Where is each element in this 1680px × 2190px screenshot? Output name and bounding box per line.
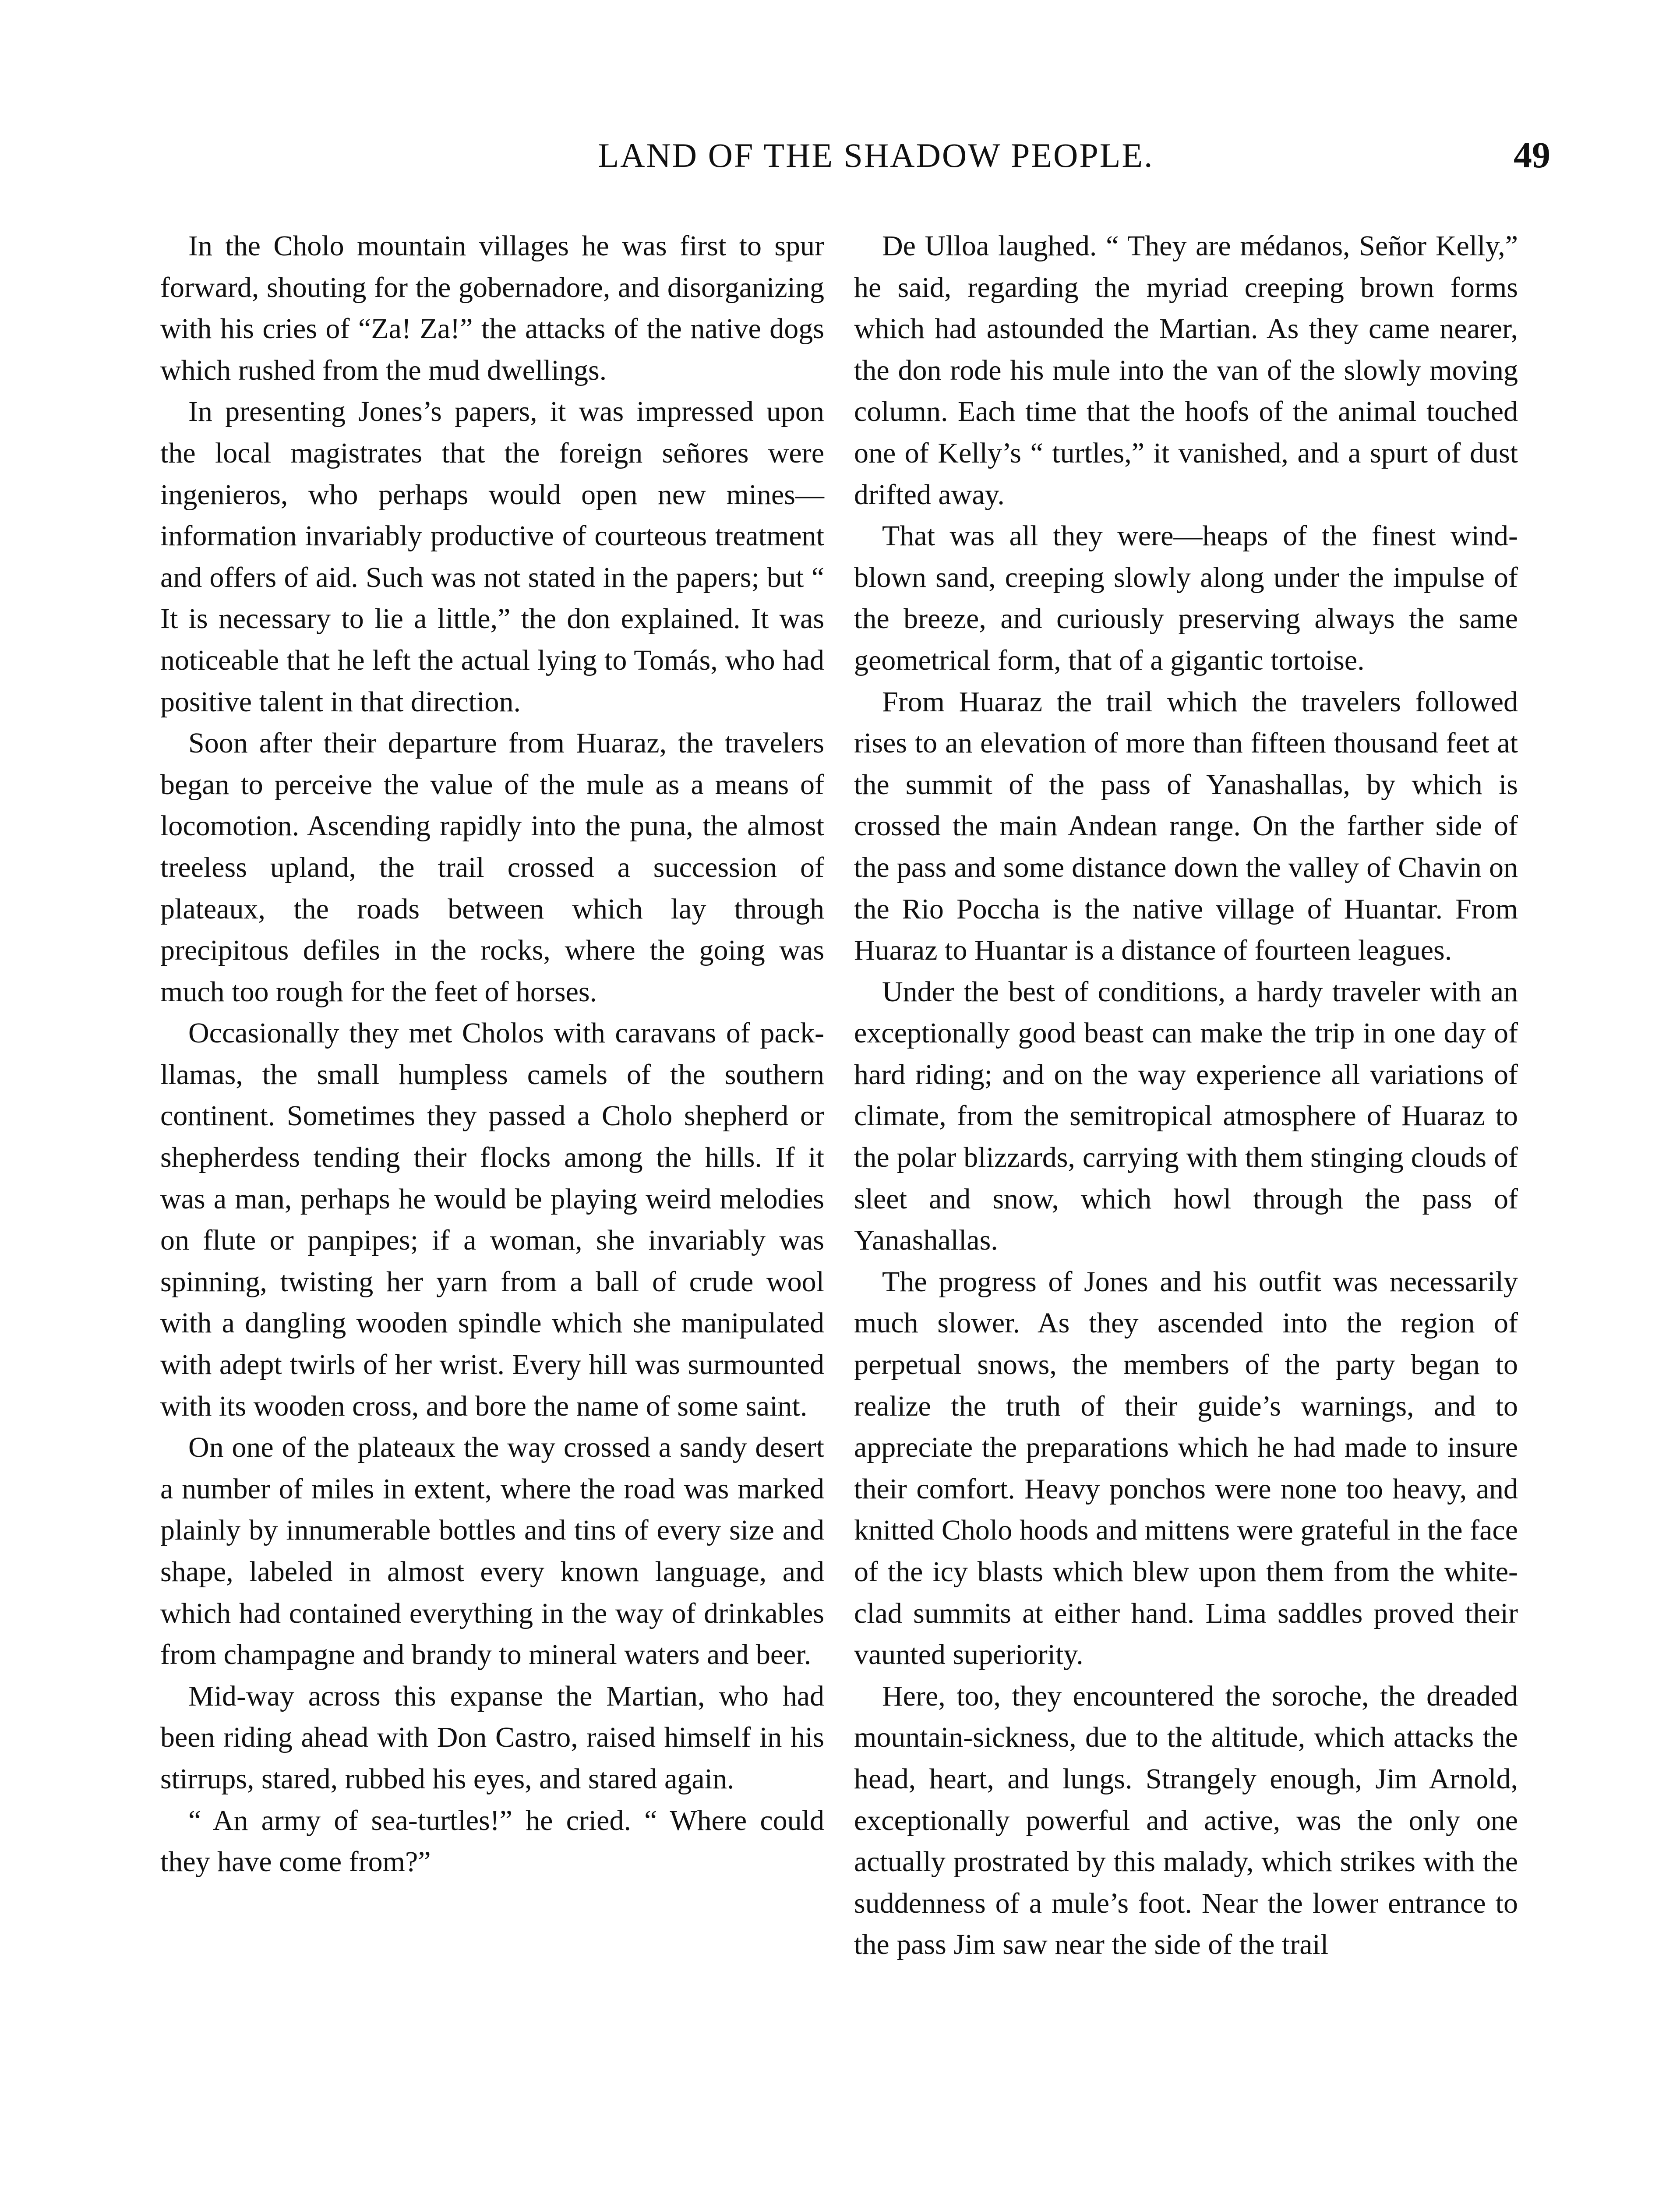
paragraph: Soon after their departure from Huaraz, the travelers began to perceive the value of the mule as a means of locomotion. Ascending rapidly into the puna, the almost treeless upland, the trail crossed a succession of plateaux, the roads between which lay through precipitous defiles in the rocks, where the going was much too rough for the feet of horses. (160, 727, 824, 1008)
paragraph: That was all they were—heaps of the finest wind-blown sand, creeping slowly along under the impulse of the breeze, and curiously preserving always the same geometrical form, that of a gigantic tortoise. (854, 520, 1518, 676)
paragraph: “ An army of sea-turtles!” he cried. “ Where could they have come from?” (160, 1804, 824, 1878)
paragraph: On one of the plateaux the way crossed a sandy desert a number of miles in extent, where the road was marked plainly by innumerable bottles and tins of every size and shape, labeled in almost every known language, and which had contained everything in the way of drinkables from champagne and brandy to mineral waters and beer. (160, 1431, 824, 1671)
page-header (0, 131, 1680, 193)
paragraph: Mid-way across this expanse the Martian, who had been riding ahead with Don Castro, raised himself in his stirrups, stared, rubbed his eyes, and stared again. (160, 1680, 824, 1795)
paragraph: Under the best of conditions, a hardy traveler with an exceptionally good beast can make the trip in one day of hard riding; and on the way experience all variations of climate, from the semitropical atmosphere of Huaraz to the polar blizzards, carrying with them stinging clouds of sleet and snow, which howl through the pass of Yanashallas. (854, 975, 1518, 1257)
paragraph: In presenting Jones’s papers, it was impressed upon the local magistrates that the foreign señores were ingenieros, who perhaps would open new mines—information invariably productive of courteous treatment and offers of aid. Such was not stated in the papers; but “ It is necessary to lie a little,” the don explained. It was noticeable that he left the actual lying to Tomás, who had positive talent in that direction. (160, 396, 824, 718)
paragraph: The progress of Jones and his outfit was necessarily much slower. As they ascended into the region of perpetual snows, the members of the party began to realize the truth of their guide’s warnings, and to appreciate the preparations which he had made to insure their comfort. Heavy ponchos were none too heavy, and knitted Cholo hoods and mittens were grateful in the face of the icy blasts which blew upon them from the white-clad summits at either hand. Lima saddles proved their vaunted superiority. (854, 1265, 1518, 1671)
paragraph: Here, too, they encountered the soroche, the dreaded mountain-sickness, due to the altitude, which attacks the head, heart, and lungs. Strangely enough, Jim Arnold, exceptionally powerful and active, was the only one actually prostrated by this malady, which strikes with the suddenness of a mule’s foot. Near the lower entrance to the pass Jim saw near the side of the trail (854, 1680, 1518, 1961)
running-title: LAND OF THE SHADOW PEOPLE. (598, 136, 1154, 174)
paragraph: From Huaraz the trail which the travelers followed rises to an elevation of more than fifteen thousand feet at the summit of the pass of Yanashallas, by which is crossed the main Andean range. On the farther side of the pass and some distance down the valley of Chavin on the Rio Poccha is the native village of Huantar. From Huaraz to Huantar is a distance of fourteen leagues. (854, 685, 1518, 967)
paragraph: De Ulloa laughed. “ They are médanos, Señor Kelly,” he said, regarding the myriad creeping brown forms which had astounded the Martian. As they came nearer, the don rode his mule into the van of the slowly moving column. Each time that the hoofs of the animal touched one of Kelly’s “ turtles,” it vanished, and a spurt of dust drifted away. (854, 230, 1518, 511)
right-column (854, 226, 1518, 1966)
paragraph: Occasionally they met Cholos with caravans of pack-llamas, the small humpless camels of the southern continent. Sometimes they passed a Cholo shepherd or shepherdess tending their flocks among the hills. If it was a man, perhaps he would be playing weird melodies on flute or panpipes; if a woman, she invariably was spinning, twisting her yarn from a ball of crude wool with a dangling wooden spindle which she manipulated with adept twirls of her wrist. Every hill was surmounted with its wooden cross, and bore the name of some saint. (160, 1017, 824, 1422)
paragraph: In the Cholo mountain villages he was first to spur forward, shouting for the gobernadore, and disorganizing with his cries of “Za! Za!” the attacks of the native dogs which rushed from the mud dwellings. (160, 230, 824, 386)
page-number: 49 (1514, 135, 1550, 176)
left-column (160, 226, 824, 1883)
